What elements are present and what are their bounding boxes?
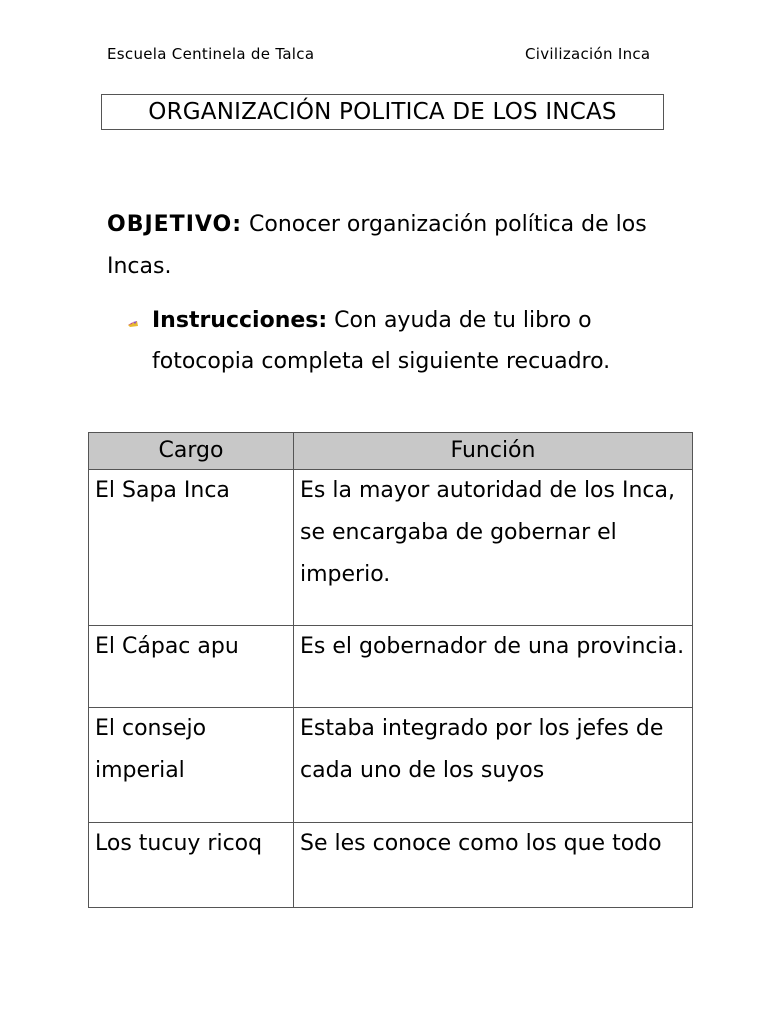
- cargo-cell: El Cápac apu: [89, 626, 294, 708]
- cargo-cell: El Sapa Inca: [89, 470, 294, 626]
- table-row: [89, 823, 693, 908]
- objective-label: OBJETIVO:: [107, 212, 243, 237]
- table-row: [89, 708, 693, 823]
- header-funcion: Función: [294, 433, 693, 470]
- objective-text: Conocer organización política de los Incas.: [107, 212, 647, 279]
- subject-name: Civilización Inca: [525, 45, 651, 63]
- table-row: [89, 470, 693, 626]
- cargo-cell: El consejo imperial: [89, 708, 294, 823]
- instructions-label: Instrucciones:: [152, 308, 328, 333]
- cargo-cell: Los tucuy ricoq: [89, 823, 294, 908]
- cargo-funcion-table: [88, 432, 693, 908]
- funcion-cell: Estaba integrado por los jefes de cada uno de los suyos: [294, 708, 693, 823]
- school-name: Escuela Centinela de Talca: [107, 45, 315, 63]
- funcion-cell: Es la mayor autoridad de los Inca, se encargaba de gobernar el imperio.: [294, 470, 693, 626]
- funcion-cell: Es el gobernador de una provincia.: [294, 626, 693, 708]
- table-row: [89, 626, 693, 708]
- objective-paragraph: [107, 204, 667, 288]
- bullet-icon: [127, 316, 139, 328]
- table-header-row: [89, 433, 693, 470]
- page-title: ORGANIZACIÓN POLITICA DE LOS INCAS: [101, 94, 664, 130]
- instructions-paragraph: [152, 300, 672, 382]
- instructions-text: Con ayuda de tu libro o fotocopia completa el siguiente recuadro.: [152, 308, 611, 374]
- funcion-cell: Se les conoce como los que todo: [294, 823, 693, 908]
- header-cargo: Cargo: [89, 433, 294, 470]
